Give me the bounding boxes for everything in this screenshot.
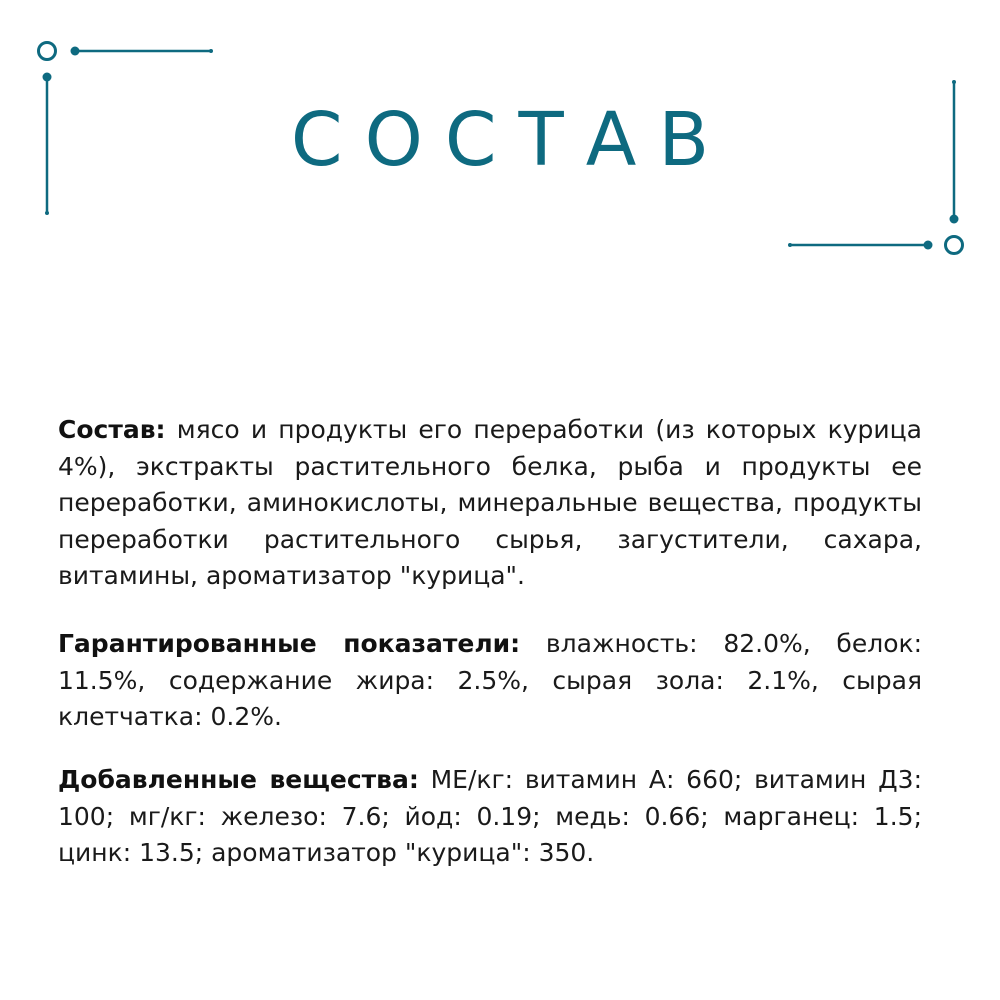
guaranteed-values-paragraph <box>58 626 922 736</box>
additives-text: МЕ/кг: витамин А: 660; витамин Д3: 100; мг/кг: железо: 7.6; йод: 0.19; медь: 0.66; марганец: 1.5; цинк: 13.5; ароматизатор "курица": 350. <box>58 765 922 867</box>
guaranteed-values-label: Гарантированные показатели: <box>58 629 521 658</box>
guaranteed-values-text: влажность: 82.0%, белок: 11.5%, содержание жира: 2.5%, сырая зола: 2.1%, сырая клетчатка: 0.2%. <box>58 629 923 731</box>
additives-label: Добавленные вещества: <box>58 765 419 794</box>
page-title: СОСТАВ <box>290 97 732 183</box>
additives-paragraph <box>58 762 922 872</box>
composition-paragraph <box>58 412 922 595</box>
composition-text: мясо и продукты его переработки (из которых курица 4%), экстракты растительного белка, рыба и продукты ее переработки, аминокислоты, минеральные вещества, продукты переработки растительного сырья, загустители, сахара, витамины, ароматизатор "курица". <box>58 415 922 590</box>
composition-label: Состав: <box>58 415 166 444</box>
